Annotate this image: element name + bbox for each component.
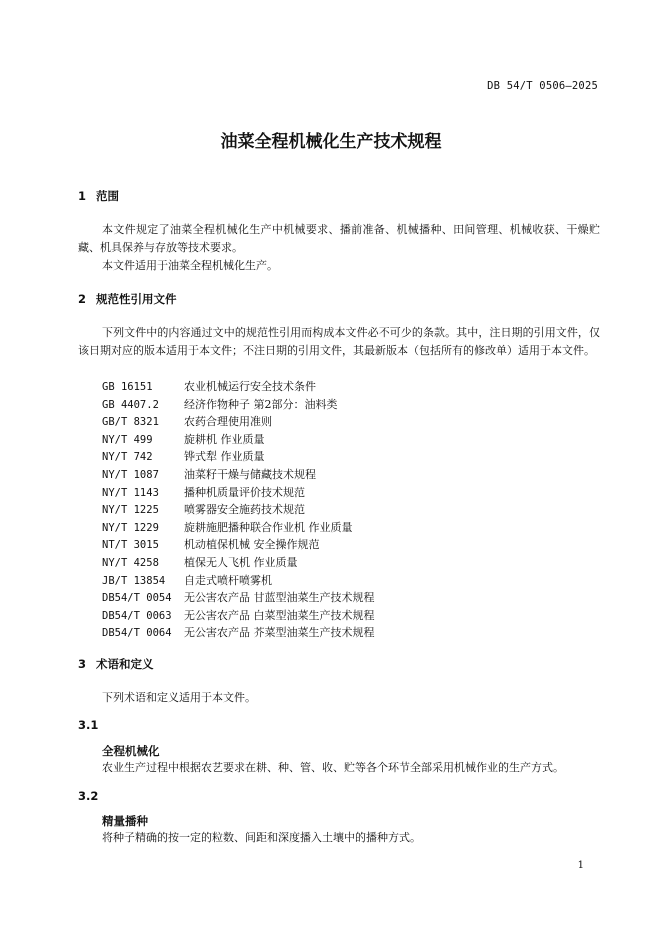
document-number: DB 54/T 0506—2025: [487, 80, 598, 92]
reference-row: [102, 448, 375, 466]
reference-title: 无公害农产品 芥菜型油菜生产技术规程: [184, 626, 375, 640]
reference-code: DB54/T 0064: [102, 627, 172, 640]
reference-title: 旋耕机 作业质量: [184, 432, 265, 446]
reference-code: GB 16151: [102, 381, 153, 393]
reference-title: 铧式犁 作业质量: [184, 450, 265, 464]
section-number: 2: [78, 292, 87, 306]
terms-intro: 下列术语和定义适用于本文件。: [102, 691, 256, 704]
reference-code: NY/T 4258: [102, 556, 159, 569]
reference-code: NY/T 1225: [102, 504, 159, 517]
reference-code: DB54/T 0054: [102, 592, 172, 605]
reference-list: [102, 378, 375, 642]
reference-title: 播种机质量评价技术规范: [184, 485, 305, 499]
reference-title: 农药合理使用准则: [184, 415, 272, 429]
reference-code: GB 4407.2: [102, 398, 159, 411]
scope-paragraph-2: 本文件适用于油菜全程机械化生产。: [102, 259, 278, 272]
reference-code: DB54/T 0063: [102, 609, 172, 622]
reference-code: NY/T 1229: [102, 521, 159, 534]
term-name: 全程机械化: [102, 744, 160, 758]
reference-code: NY/T 742: [102, 451, 153, 464]
reference-row: [102, 624, 375, 642]
reference-title: 农业机械运行安全技术条件: [184, 380, 316, 393]
section-title: 范围: [96, 189, 119, 203]
scope-paragraph-1: 本文件规定了油菜全程机械化生产中机械要求、播前准备、机械播种、田间管理、机械收获、干燥贮藏、机具保养与存放等技术要求。: [78, 223, 600, 254]
reference-title: 自走式喷杆喷雾机: [184, 573, 272, 587]
reference-row: [102, 378, 375, 396]
reference-row: [102, 466, 375, 484]
reference-code: NY/T 1087: [102, 468, 159, 481]
term-definition: 将种子精确的按一定的粒数、间距和深度播入土壤中的播种方式。: [102, 831, 421, 844]
section-number: 3: [78, 657, 87, 671]
reference-code: JB/T 13854: [102, 574, 166, 587]
reference-title: 机动植保机械 安全操作规范: [184, 538, 320, 552]
reference-row: [102, 431, 375, 449]
reference-code: GB/T 8321: [102, 416, 159, 429]
reference-title: 油菜籽干燥与储藏技术规程: [184, 467, 316, 481]
section-heading-terms: [78, 656, 154, 672]
section-number: 1: [78, 189, 87, 203]
reference-row: [102, 572, 375, 590]
term-name: 精量播种: [102, 814, 148, 828]
reference-row: [102, 554, 375, 572]
reference-code: NT/T 3015: [102, 539, 159, 552]
reference-title: 喷雾器安全施药技术规范: [184, 503, 305, 517]
reference-title: 无公害农产品 甘蓝型油菜生产技术规程: [184, 591, 375, 605]
reference-row: [102, 396, 375, 414]
page-number: 1: [577, 860, 584, 871]
reference-title: 经济作物种子 第2部分：油料类: [184, 397, 338, 411]
normative-intro: 下列文件中的内容通过文中的规范性引用而构成本文件必不可少的条款。其中，注日期的引用文件，仅该日期对应的版本适用于本文件；不注日期的引用文件，其最新版本（包括所有的修改单）适用于本文件。: [78, 326, 600, 357]
document-title: 油菜全程机械化生产技术规程: [220, 132, 442, 152]
term-definition: 农业生产过程中根据农艺要求在耕、种、管、收、贮等各个环节全部采用机械作业的生产方式。: [102, 761, 564, 774]
reference-title: 植保无人飞机 作业质量: [184, 555, 298, 569]
section-title: 规范性引用文件: [96, 292, 177, 306]
reference-row: [102, 501, 375, 519]
reference-row: [102, 413, 375, 431]
reference-row: [102, 536, 375, 554]
reference-row: [102, 484, 375, 502]
section-title: 术语和定义: [96, 657, 154, 671]
term-number-3-2: 3.2: [78, 789, 99, 803]
reference-title: 旋耕施肥播种联合作业机 作业质量: [184, 520, 353, 534]
reference-row: [102, 589, 375, 607]
section-heading-normative: [78, 291, 177, 307]
term-number-3-1: 3.1: [78, 718, 99, 732]
reference-title: 无公害农产品 白菜型油菜生产技术规程: [184, 608, 375, 622]
section-heading-scope: [78, 188, 119, 204]
reference-code: NY/T 499: [102, 433, 153, 446]
reference-code: NY/T 1143: [102, 486, 159, 499]
reference-row: [102, 519, 375, 537]
reference-row: [102, 607, 375, 625]
